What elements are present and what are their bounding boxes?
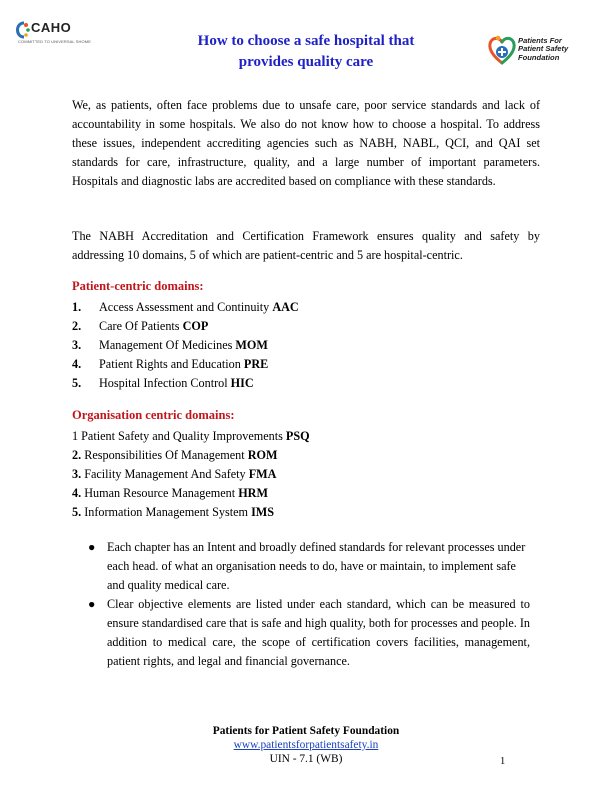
list-item [72, 374, 542, 393]
bullet-dot-icon: ● [88, 597, 96, 611]
item-code: PRE [243, 357, 269, 371]
title-line-2: provides quality care [238, 54, 374, 70]
item-name: Patient Safety and Quality Improvements [81, 429, 283, 443]
list-item [72, 465, 542, 484]
org-domains-list [72, 427, 542, 522]
list-item [72, 317, 542, 336]
list-item [72, 503, 542, 522]
item-number: 3. [72, 338, 82, 352]
item-name: Responsibilities Of Management [84, 448, 245, 462]
item-number: 5. [72, 505, 82, 519]
patient-domains-list [72, 298, 542, 393]
item-code: FMA [248, 467, 277, 481]
bullet-item [88, 538, 530, 595]
caho-tagline: COMMITTED TO UNIVERSAL SHOME [18, 39, 91, 44]
framework-paragraph: The NABH Accreditation and Certification Framework ensures quality and safety by addressing 10 domains, 5 of which are patient-centric and 5 are hospital-centric. [72, 229, 540, 262]
item-name: Patient Rights and Education [99, 357, 241, 371]
ppsf-logo-line-3: Foundation [518, 52, 560, 62]
list-item [72, 336, 542, 355]
page-number: 1 [500, 756, 506, 767]
ppsf-logo-line-1: Patients For [518, 36, 562, 45]
footer [156, 724, 456, 766]
caho-logo-icon [16, 21, 32, 39]
item-name: Information Management System [84, 505, 249, 519]
item-code: IMS [251, 505, 275, 519]
item-code: COP [182, 319, 209, 333]
item-name: Management Of Medicines [99, 338, 233, 352]
item-name: Hospital Infection Control [99, 376, 228, 390]
list-item [72, 446, 542, 465]
heart-cross-icon [487, 33, 517, 67]
item-number: 2. [72, 319, 82, 333]
item-name: Human Resource Management [84, 486, 236, 500]
item-number: 3. [72, 467, 82, 481]
item-code: ROM [247, 448, 278, 462]
website-link[interactable]: www.patientsforpatientsafety.in [233, 739, 379, 751]
item-name: Facility Management And Safety [84, 467, 246, 481]
item-code: HRM [238, 486, 268, 500]
list-item [72, 355, 542, 374]
item-number: 4. [72, 486, 82, 500]
footer-uin: UIN - 7.1 (WB) [269, 753, 343, 765]
org-domains-heading: Organisation centric domains: [72, 408, 235, 422]
list-item [72, 484, 542, 503]
list-item [72, 298, 542, 317]
item-number: 4. [72, 357, 82, 371]
bullet-list [88, 538, 530, 671]
item-code: MOM [235, 338, 268, 352]
page-title [150, 31, 462, 73]
item-code: PSQ [285, 429, 310, 443]
ppsf-logo [487, 33, 592, 69]
item-code: HIC [230, 376, 254, 390]
ppsf-logo-line-2: Patient Safety [518, 44, 569, 54]
bullet-item [88, 595, 530, 671]
item-number: 1. [72, 300, 82, 314]
item-code: AAC [272, 300, 299, 314]
footer-organization: Patients for Patient Safety Foundation [212, 725, 400, 737]
item-name: Care Of Patients [99, 319, 180, 333]
caho-logo-text: CAHO [31, 20, 72, 35]
bullet-text: Each chapter has an Intent and broadly defined standards for relevant processes under each head. of what an organisation needs to do, have or maintain, to implement safe and quality medical care. [107, 540, 526, 592]
bullet-dot-icon: ● [88, 540, 96, 554]
patient-domains-heading: Patient-centric domains: [72, 279, 204, 293]
bullet-text: Clear objective elements are listed under each standard, which can be measured to ensure standardised care that is safe and high quality, both for processes and people. In addition to medical care, the scope of certification covers facilities, management, patient rights, and legal and financial governance. [107, 597, 530, 668]
intro-paragraph: We, as patients, often face problems due to unsafe care, poor service standards and lack of accountability in some hospitals. We also do not know how to choose a hospital. To address these issues, independent accrediting agencies such as NABH, NABL, QCI, and QAI set standards for care, infrastructure, quality, and a large number of important parameters. Hospitals and diagnostic labs are accredited based on compliance with these standards. [72, 98, 540, 188]
item-name: Access Assessment and Continuity [99, 300, 270, 314]
item-number: 2. [72, 448, 82, 462]
caho-logo [16, 20, 111, 50]
item-number: 5. [72, 376, 82, 390]
title-line-1: How to choose a safe hospital that [197, 33, 415, 49]
list-item [72, 427, 542, 446]
item-number: 1 [72, 429, 79, 443]
